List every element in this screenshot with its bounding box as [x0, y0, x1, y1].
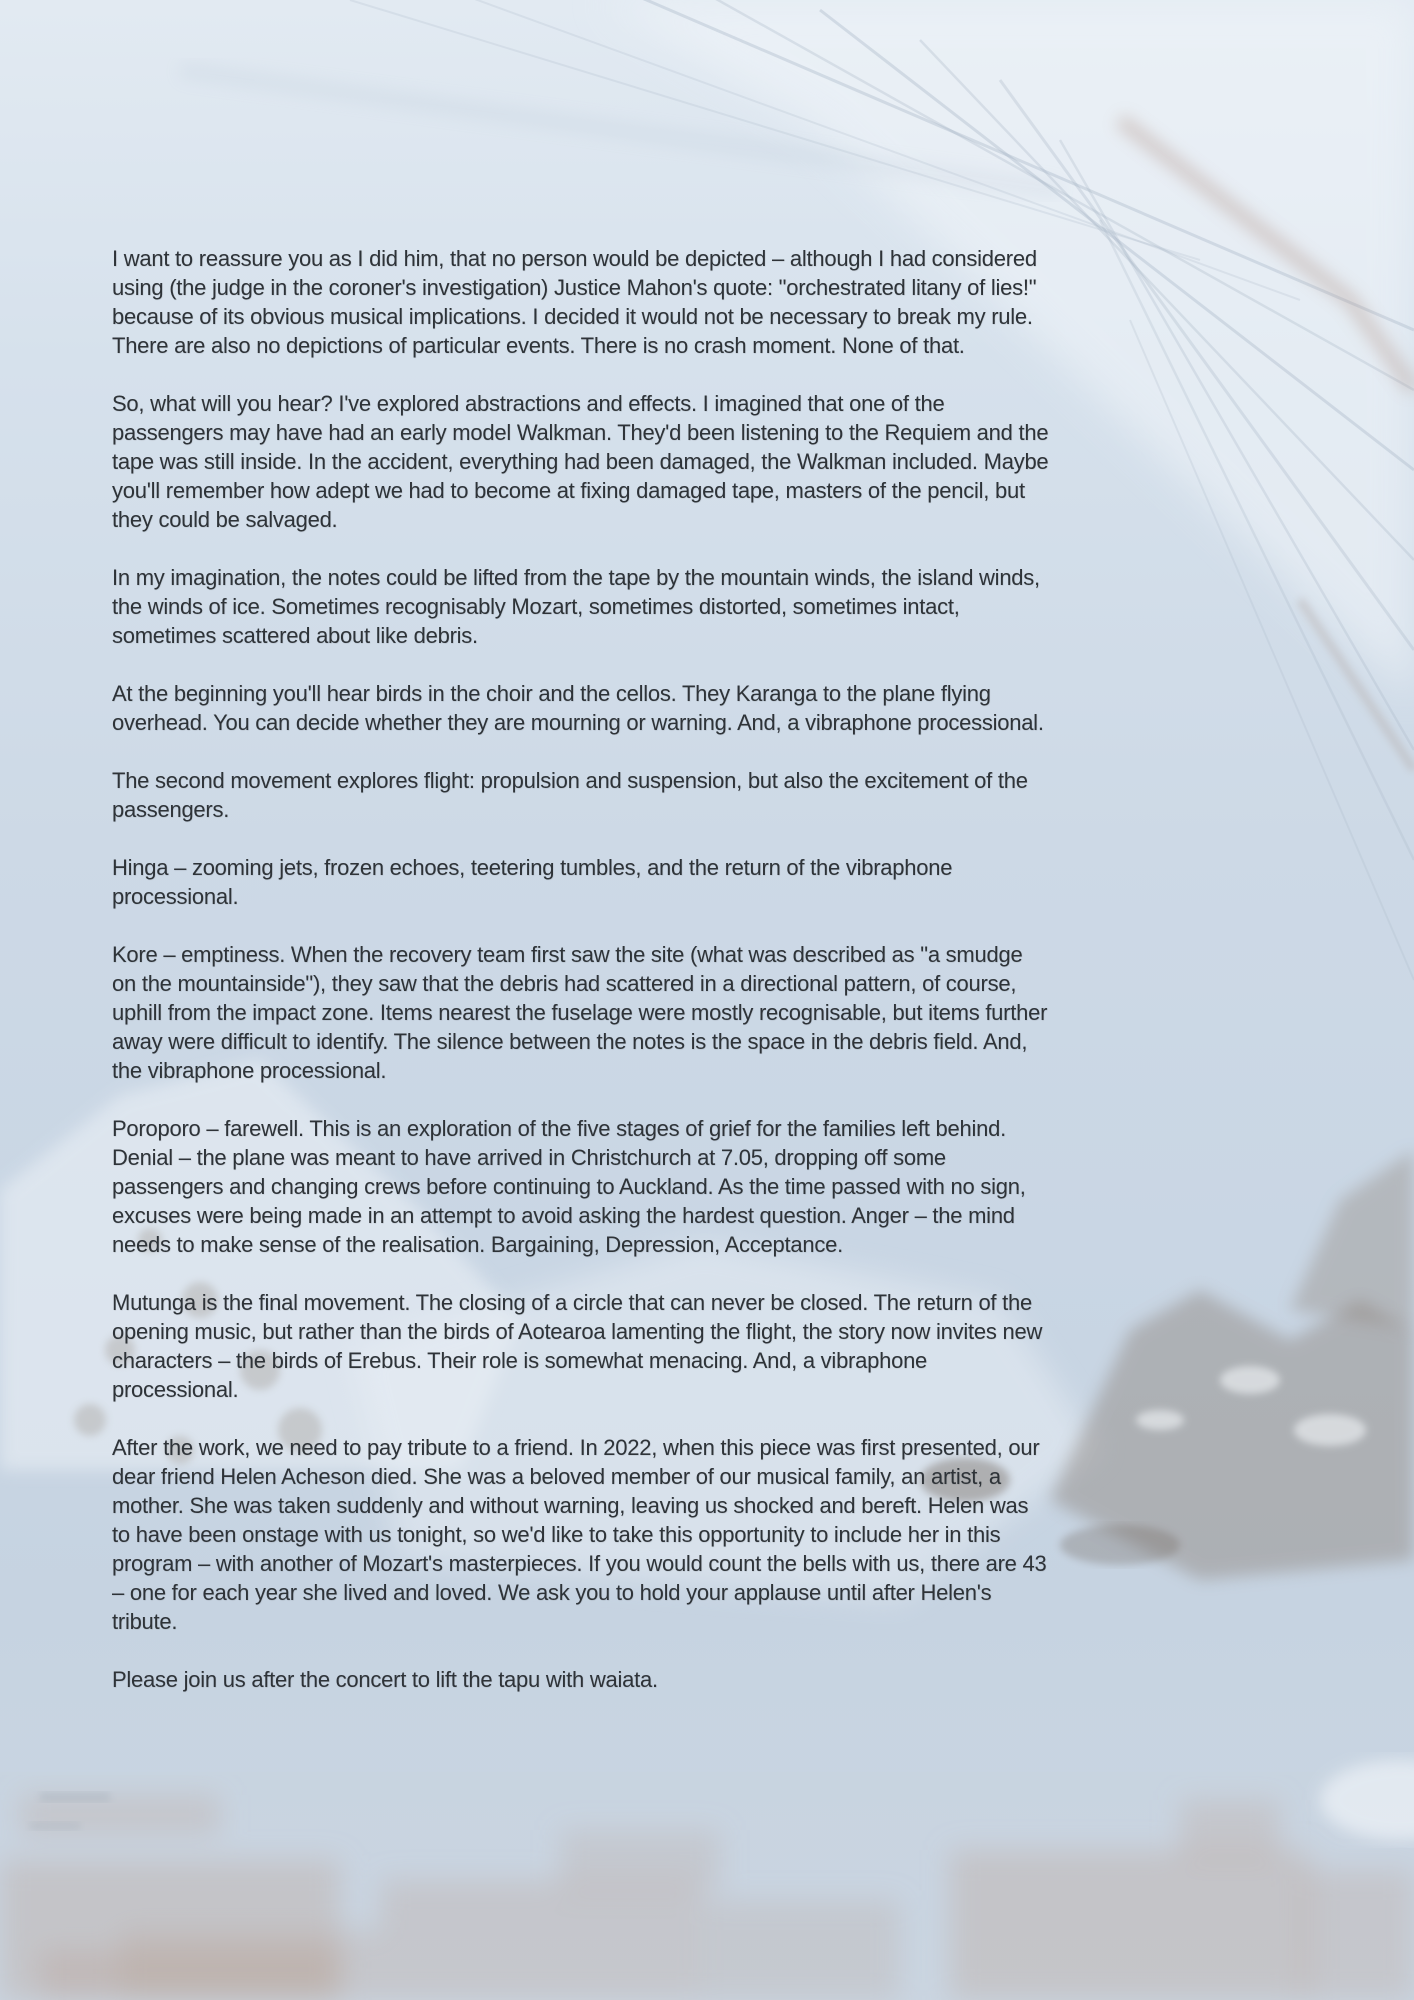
paragraph-hinga: Hinga – zooming jets, frozen echoes, teetering tumbles, and the return of the vibraphone processional.	[112, 855, 953, 909]
paragraph-poroporo: Poroporo – farewell. This is an exploration of the five stages of grief for the families left behind. Denial – the plane was meant to have arrived in Christchurch at 7.05, dropping off some passengers and changing crews before continuing to Auckland. As the time passed with no sign, excuses were being made in an attempt to avoid asking the hardest question. Anger – the mind needs to make sense of the realisation. Bargaining, Depression, Acceptance.	[112, 1116, 1026, 1257]
paragraph-reassurance: I want to reassure you as I did him, that no person would be depicted – although I had considered using (the judge in the coroner's investigation) Justice Mahon's quote: "orchestrated litany of lies!" because of its obvious musical implications. I decided it would not be necessary to break my rule. There are also no depictions of particular events. There is no crash moment. None of that.	[112, 246, 1037, 358]
paragraph-kore: Kore – emptiness. When the recovery team first saw the site (what was described as "a smudge on the mountainside"), they saw that the debris had scattered in a directional pattern, of course, uphill from the impact zone. Items nearest the fuselage were mostly recognisable, but items further away were difficult to identify. The silence between the notes is the space in the debris field. And, the vibraphone processional.	[112, 942, 1048, 1083]
paragraph-imagination: In my imagination, the notes could be lifted from the tape by the mountain winds, the island winds, the winds of ice. Sometimes recognisably Mozart, sometimes distorted, sometimes intact, sometimes scattered about like debris.	[112, 565, 1040, 648]
paragraph-helen-tribute: After the work, we need to pay tribute to a friend. In 2022, when this piece was first presented, our dear friend Helen Acheson died. She was a beloved member of our musical family, an artist, a mother. She was taken suddenly and without warning, leaving us shocked and bereft. Helen was to have been onstage with us tonight, so we'd like to take this opportunity to include her in this program – with another of Mozart's masterpieces. If you would count the bells with us, there are 43 – one for each year she lived and loved. We ask you to hold your applause until after Helen's tribute.	[112, 1435, 1047, 1634]
paragraph-beginning-birds: At the beginning you'll hear birds in the choir and the cellos. They Karanga to the plane flying overhead. You can decide whether they are mourning or warning. And, a vibraphone processional.	[112, 681, 1044, 735]
paragraph-mutunga: Mutunga is the final movement. The closing of a circle that can never be closed. The return of the opening music, but rather than the birds of Aotearoa lamenting the flight, the story now invites new characters – the birds of Erebus. Their role is somewhat menacing. And, a vibraphone processional.	[112, 1290, 1043, 1402]
paragraph-what-you-hear: So, what will you hear? I've explored abstractions and effects. I imagined that one of the passengers may have had an early model Walkman. They'd been listening to the Requiem and the tape was still inside. In the accident, everything had been damaged, the Walkman included. Maybe you'll remember how adept we had to become at fixing damaged tape, masters of the pencil, but they could be salvaged.	[112, 391, 1049, 532]
paragraph-closing-invitation: Please join us after the concert to lift the tapu with waiata.	[112, 1667, 658, 1692]
water-reflections-graphic	[0, 1760, 1414, 2000]
paragraph-second-movement: The second movement explores flight: propulsion and suspension, but also the excitement of the passengers.	[112, 768, 1028, 822]
